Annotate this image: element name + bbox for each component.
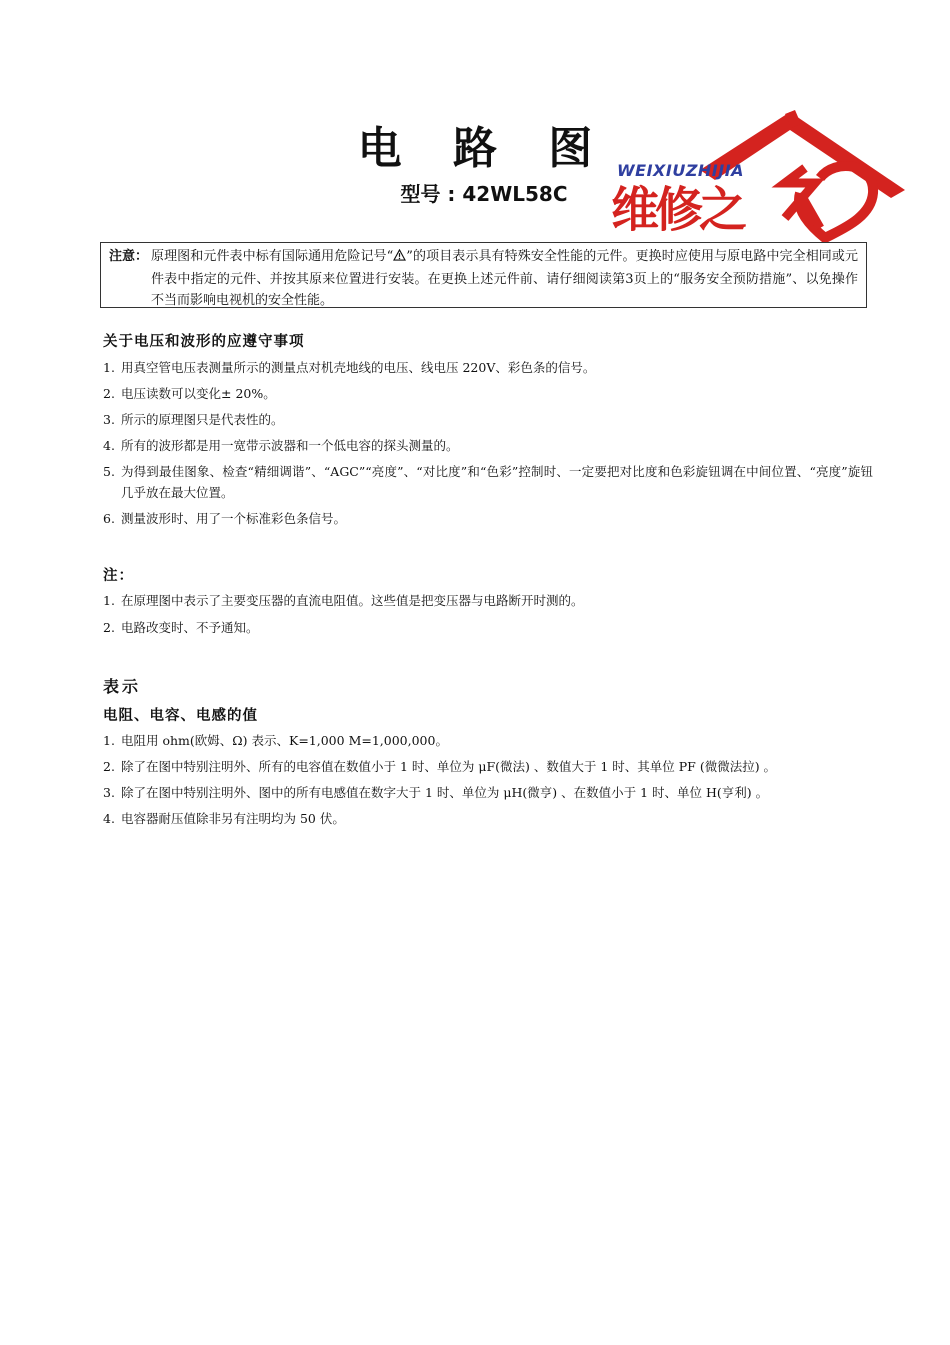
item-number: 2. (103, 620, 115, 635)
page-title: 电 路 图 (357, 123, 611, 174)
notice-body (151, 246, 858, 312)
notice-text-after: ”的项目表示具有特殊安全性能的元件。更换时应使用与原电路中完全相同或元件表中指定的元件、并按其原来位置进行安装。在更换上述元件前、请仔细阅读第3页上的“服务安全预防措施”、以免操作不当而影响电视机的安全性能。 (151, 249, 858, 308)
item-text: 电压读数可以变化± 20%。 (121, 386, 276, 401)
rlc-list (103, 730, 873, 829)
item-number: 5. (103, 464, 115, 479)
list-item (103, 357, 873, 378)
list-item (103, 409, 873, 430)
item-number: 4. (103, 438, 115, 453)
list-item (103, 590, 873, 611)
item-number: 1. (103, 733, 115, 748)
model-number: 型号 : 42WL58C (400, 182, 568, 206)
safety-notice (100, 242, 867, 308)
item-text: 除了在图中特别注明外、所有的电容值在数值小于 1 时、单位为 μF(微法) 、数值大于 1 时、其单位 PF (微微法拉) 。 (121, 759, 777, 774)
list-item (103, 730, 873, 751)
notice-label: 注意： (109, 249, 149, 264)
list-item (103, 461, 873, 503)
item-text: 除了在图中特别注明外、图中的所有电感值在数字大于 1 时、单位为 μH(微亨) 、在数值小于 1 时、单位 H(亨利) 。 (121, 785, 769, 800)
item-text: 测量波形时、用了一个标准彩色条信号。 (121, 511, 347, 526)
voltage-heading: 关于电压和波形的应遵守事项 (103, 334, 305, 350)
svg-text:WEIXIUZHIJIA: WEIXIUZHIJIA (617, 161, 745, 180)
notice-text-before: 原理图和元件表中标有国际通用危险记号“ (151, 249, 394, 264)
item-text: 所示的原理图只是代表性的。 (121, 412, 284, 427)
item-number: 1. (103, 593, 115, 608)
item-text: 电阻用 ohm(欧姆、Ω) 表示、K=1,000 M=1,000,000。 (121, 733, 448, 748)
note-list (103, 590, 873, 638)
list-item (103, 383, 873, 404)
item-number: 2. (103, 759, 115, 774)
item-text: 为得到最佳图象、检查“精细调谐”、“AGC”“亮度”、“对比度”和“色彩”控制时、一定要把对比度和色彩旋钮调在中间位置、“亮度”旋钮几乎放在最大位置。 (121, 464, 873, 500)
display-heading: 表示 (103, 677, 142, 696)
item-number: 3. (103, 785, 115, 800)
item-number: 3. (103, 412, 115, 427)
item-text: 用真空管电压表测量所示的测量点对机壳地线的电压、线电压 220V、彩色条的信号。 (121, 360, 596, 375)
list-item (103, 782, 873, 803)
list-item (103, 508, 873, 529)
note-heading: 注： (103, 568, 134, 584)
rlc-subheading: 电阻、电容、电感的值 (103, 708, 258, 724)
item-text: 所有的波形都是用一宽带示波器和一个低电容的探头测量的。 (121, 438, 459, 453)
list-item (103, 617, 873, 638)
warning-triangle-icon (393, 247, 406, 269)
item-number: 2. (103, 386, 115, 401)
item-text: 电路改变时、不予通知。 (121, 620, 259, 635)
item-number: 1. (103, 360, 115, 375)
list-item (103, 435, 873, 456)
item-number: 4. (103, 811, 115, 826)
svg-text:维修之: 维修之 (611, 182, 744, 238)
watermark-logo (605, 108, 910, 243)
item-number: 6. (103, 511, 115, 526)
item-text: 电容器耐压值除非另有注明均为 50 伏。 (121, 811, 345, 826)
list-item (103, 756, 873, 777)
list-item (103, 808, 873, 829)
voltage-list (103, 357, 873, 529)
item-text: 在原理图中表示了主要变压器的直流电阻值。这些值是把变压器与电路断开时测的。 (121, 593, 584, 608)
